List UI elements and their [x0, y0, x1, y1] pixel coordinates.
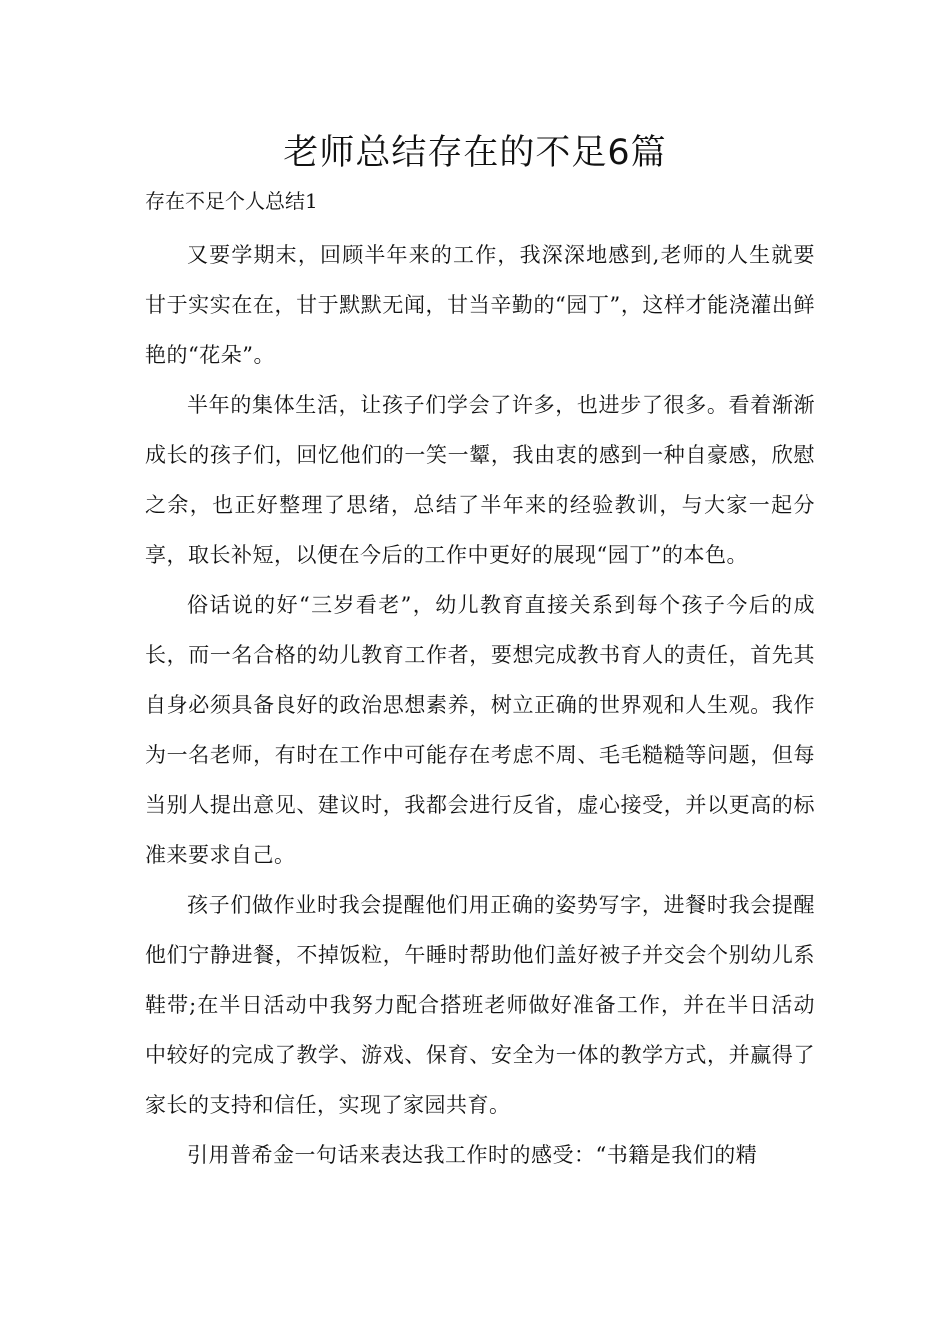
paragraph: 半年的集体生活，让孩子们学会了许多，也进步了很多。看着渐渐成长的孩子们，回忆他们的一笑一颦，我由衷的感到一种自豪感，欣慰之余，也正好整理了思绪，总结了半年来的经验教训，与大家一起分享，取长补短，以便在今后的工作中更好的展现“园丁”的本色。 — [145, 393, 815, 567]
section-subtitle: 存在不足个人总结1 — [145, 189, 318, 213]
page-title: 老师总结存在的不足6篇 — [283, 133, 667, 173]
document-body — [145, 230, 815, 1180]
paragraph: 俗话说的好“三岁看老”，幼儿教育直接关系到每个孩子今后的成长，而一名合格的幼儿教育工作者，要想完成教书育人的责任，首先其自身必须具备良好的政治思想素养，树立正确的世界观和人生观。我作为一名老师，有时在工作中可能存在考虑不周、毛毛糙糙等问题，但每当别人提出意见、建议时，我都会进行反省，虚心接受，并以更高的标准来要求自己。 — [145, 593, 815, 867]
paragraph: 引用普希金一句话来表达我工作时的感受：“书籍是我们的精 — [187, 1143, 758, 1167]
paragraph: 孩子们做作业时我会提醒他们用正确的姿势写字，进餐时我会提醒他们宁静进餐，不掉饭粒，午睡时帮助他们盖好被子并交会个别幼儿系鞋带;在半日活动中我努力配合搭班老师做好准备工作，并在半日活动中较好的完成了教学、游戏、保育、安全为一体的教学方式，并赢得了家长的支持和信任，实现了家园共育。 — [145, 893, 815, 1117]
paragraph: 又要学期末，回顾半年来的工作，我深深地感到,老师的人生就要甘于实实在在，甘于默默无闻，甘当辛勤的“园丁”，这样才能浇灌出鲜艳的“花朵”。 — [145, 243, 815, 367]
